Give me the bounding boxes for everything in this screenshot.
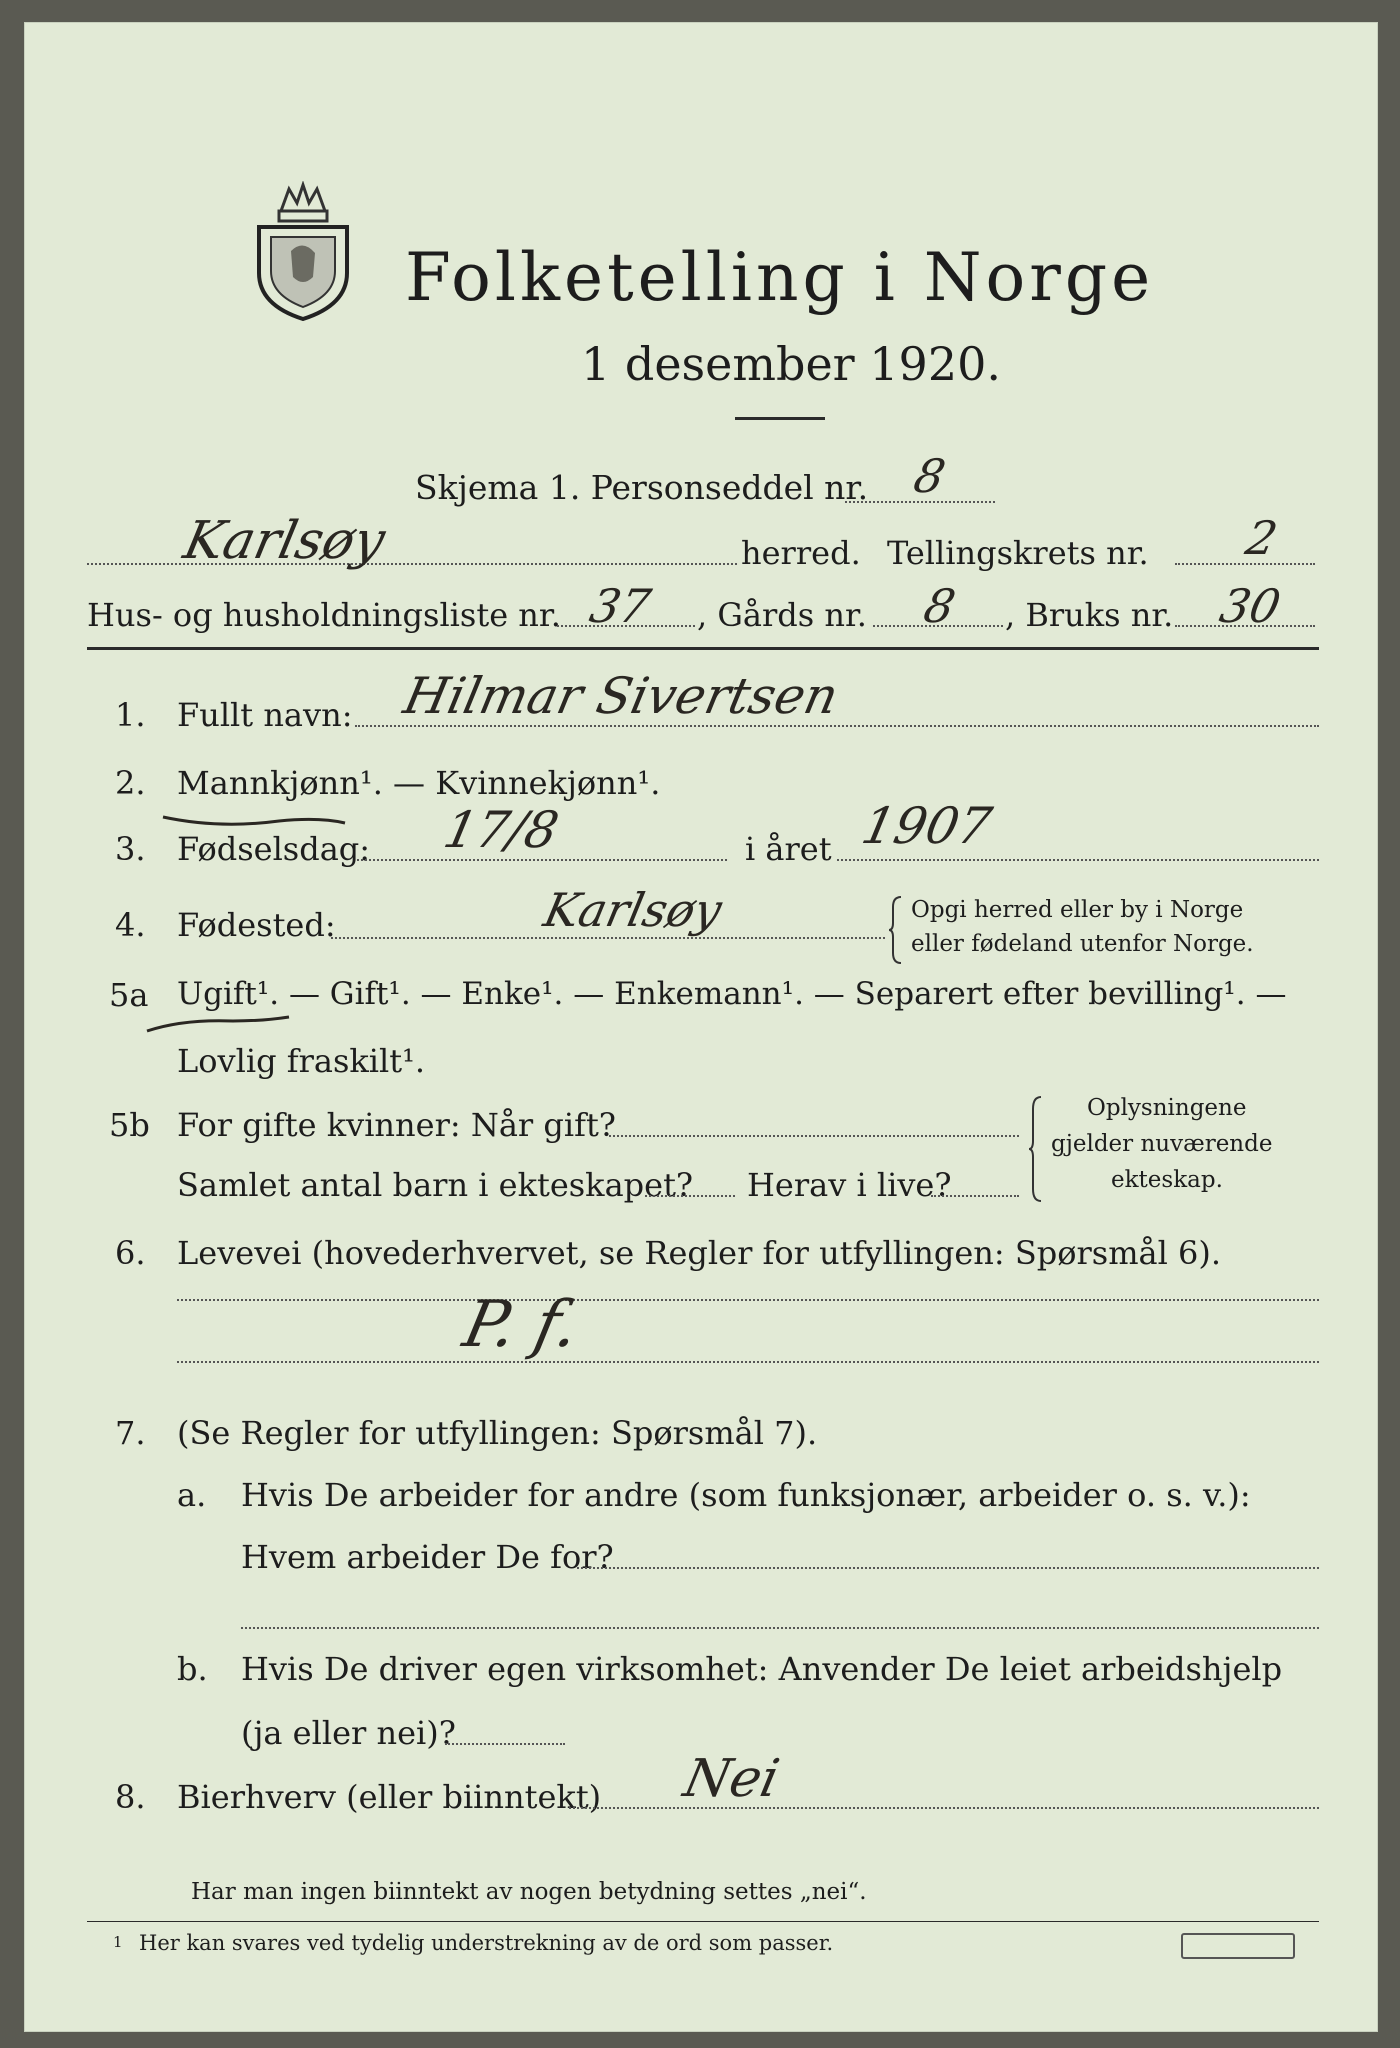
q5b-number: 5b: [109, 1106, 150, 1144]
q6-line-1: [177, 1299, 1319, 1301]
q8-number: 8.: [115, 1778, 146, 1816]
q7b-answer-line: [445, 1743, 565, 1745]
skjema-label: Skjema 1. Personseddel nr.: [415, 468, 869, 507]
q5b-line-2b: Herav i live?: [747, 1166, 952, 1204]
header-divider: [87, 647, 1319, 650]
footnote-divider: [87, 1921, 1319, 1922]
q7a-letter: a.: [177, 1476, 207, 1514]
q7a-line-1: Hvis De arbeider for andre (som funksjonær, arbeider o. s. v.):: [241, 1476, 1251, 1514]
q5a-line-1: Ugift¹. — Gift¹. — Enke¹. — Enkemann¹. — Separert efter bevilling¹. —: [177, 976, 1287, 1012]
q4-note-1: Opgi herred eller by i Norge: [911, 897, 1244, 923]
census-date: 1 desember 1920.: [581, 337, 1001, 391]
q1-label: Fullt navn:: [177, 696, 353, 734]
hus-value: 37: [585, 579, 656, 633]
biinntekt-note: Har man ingen biinntekt av nogen betydning settes „nei“.: [191, 1879, 867, 1905]
bruks-value: 30: [1215, 579, 1286, 633]
q7-label: (Se Regler for utfyllingen: Spørsmål 7).: [177, 1414, 818, 1452]
q5b-brace: [1027, 1095, 1047, 1203]
q7b-line-1: Hvis De driver egen virksomhet: Anvender De leiet arbeidshjelp: [241, 1650, 1283, 1688]
tellingskrets-value: 2: [1241, 511, 1283, 565]
q8-label: Bierhverv (eller biinntekt): [177, 1778, 602, 1816]
footnote-number: 1: [113, 1933, 123, 1951]
q6-value: P. f.: [457, 1288, 586, 1362]
herred-label: herred.: [741, 534, 861, 572]
q2-text: Mannkjønn¹. — Kvinnekjønn¹.: [177, 764, 661, 802]
q5b-note-3: ekteskap.: [1111, 1167, 1223, 1193]
skjema-value: 8: [909, 449, 951, 503]
q7-number: 7.: [115, 1414, 146, 1452]
q7a-answer-line: [577, 1567, 1319, 1569]
q5b-married-line: [609, 1135, 1019, 1137]
herred-value: Karlsøy: [178, 511, 391, 571]
q4-brace: [887, 895, 907, 965]
q7a-line-2: Hvem arbeider De for?: [241, 1538, 614, 1576]
q5a-handwritten-underline: [143, 1013, 293, 1037]
q4-value: Karlsøy: [539, 883, 727, 937]
q7a-answer-line-2: [241, 1627, 1319, 1629]
q3-year-value: 1907: [856, 797, 997, 855]
q1-value: Hilmar Sivertsen: [398, 667, 844, 725]
census-form: [24, 22, 1378, 2032]
q6-number: 6.: [115, 1234, 146, 1272]
q3-year-label: i året: [745, 830, 832, 868]
q3-number: 3.: [115, 830, 146, 868]
norway-coat-of-arms-icon: [243, 181, 363, 321]
q6-line-2: [177, 1361, 1319, 1363]
bruks-label: , Bruks nr.: [1005, 596, 1174, 634]
gards-value: 8: [919, 579, 961, 633]
q5b-line-2a: Samlet antal barn i ekteskapet?: [177, 1166, 694, 1204]
tellingskrets-label: Tellingskrets nr.: [887, 534, 1149, 572]
q6-label: Levevei (hovederhvervet, se Regler for utfyllingen: Spørsmål 6).: [177, 1234, 1222, 1272]
q1-line: [355, 725, 1319, 727]
q4-note-2: eller fødeland utenfor Norge.: [911, 931, 1254, 957]
q4-number: 4.: [115, 906, 146, 944]
q5b-children-line: [645, 1195, 735, 1197]
hus-label: Hus- og husholdningsliste nr.: [87, 596, 561, 634]
printer-stamp: [1181, 1933, 1295, 1959]
q5b-note-2: gjelder nuværende: [1051, 1131, 1273, 1157]
q3-day-line: [357, 859, 727, 861]
footnote: Her kan svares ved tydelig understrekning av de ord som passer.: [139, 1931, 834, 1955]
q4-label: Fødested:: [177, 906, 336, 944]
gards-label: , Gårds nr.: [697, 596, 867, 634]
q5a-line-2: Lovlig fraskilt¹.: [177, 1042, 426, 1080]
q3-year-line: [837, 859, 1319, 861]
q7b-line-2: (ja eller nei)?: [241, 1714, 456, 1752]
q7b-letter: b.: [177, 1650, 208, 1688]
q5b-note-1: Oplysningene: [1087, 1095, 1247, 1121]
q1-number: 1.: [115, 696, 146, 734]
q3-label: Fødselsdag:: [177, 830, 371, 868]
q5a-number: 5a: [109, 976, 149, 1014]
q3-value: 17/8: [438, 801, 564, 859]
q5b-alive-line: [931, 1195, 1019, 1197]
q4-line: [331, 937, 885, 939]
q8-value: Nei: [678, 1749, 785, 1809]
q5b-line-1: For gifte kvinner: Når gift?: [177, 1106, 616, 1144]
q2-number: 2.: [115, 764, 146, 802]
page-title: Folketelling i Norge: [405, 239, 1155, 316]
title-divider: [735, 417, 825, 420]
